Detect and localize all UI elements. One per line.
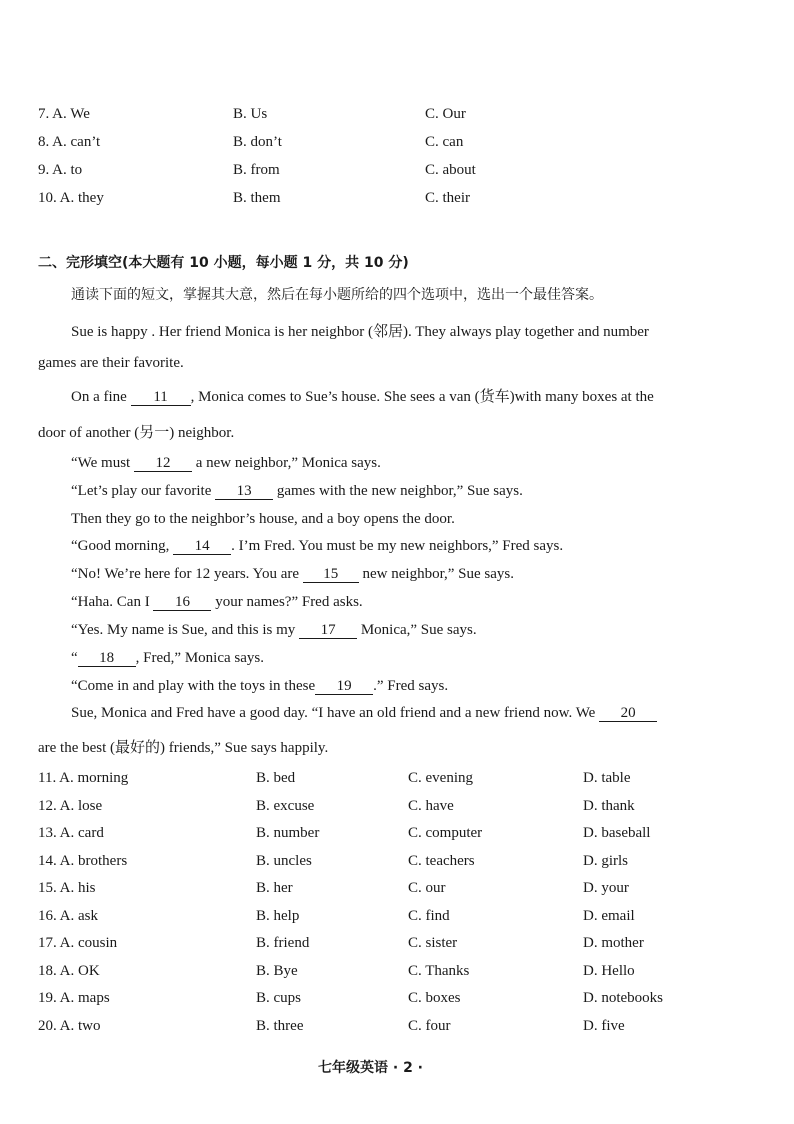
option-a: 16. A. ask <box>38 908 98 924</box>
text: “We must <box>71 455 134 471</box>
blank-14: 14 <box>173 539 231 555</box>
option-c: C. computer <box>408 825 483 841</box>
option-row-13 <box>0 825 794 847</box>
option-a: 12. A. lose <box>38 798 103 814</box>
text: new neighbor,” Sue says. <box>358 566 514 582</box>
blank-17: 17 <box>299 623 357 639</box>
option-b: B. excuse <box>256 798 315 814</box>
option-row-16 <box>0 908 794 930</box>
option-b: B. number <box>256 825 320 841</box>
option-c: C. Thanks <box>408 963 470 979</box>
passage-line <box>71 385 654 406</box>
option-b: B. Bye <box>256 963 298 979</box>
option-c: C. can <box>425 134 464 150</box>
page-footer: 七年级英语 · 2 · <box>318 1060 423 1076</box>
text: “Come in and play with the toys in these <box>71 678 316 694</box>
option-row-17 <box>0 935 794 957</box>
blank-13: 13 <box>215 484 273 500</box>
option-a: 11. A. morning <box>38 770 129 786</box>
passage-line <box>71 455 381 472</box>
option-b: B. Us <box>233 106 268 122</box>
option-c: C. find <box>408 908 450 924</box>
option-c: C. about <box>425 162 476 178</box>
option-a: 8. A. can’t <box>38 134 101 150</box>
option-row-11 <box>0 770 794 792</box>
passage-line <box>71 622 477 639</box>
passage-line: Sue is happy . Her friend Monica is her neighbor (邻居). They always play together and number <box>71 324 649 340</box>
option-d: D. mother <box>583 935 644 951</box>
text: , Fred,” Monica says. <box>135 650 264 666</box>
option-d: D. girls <box>583 853 628 869</box>
option-d: D. thank <box>583 798 635 814</box>
blank-11: 11 <box>131 390 191 406</box>
option-c: C. boxes <box>408 990 461 1006</box>
passage-line <box>71 594 363 611</box>
blank-18: 18 <box>78 651 136 667</box>
passage-line <box>71 678 448 695</box>
option-b: B. bed <box>256 770 296 786</box>
option-b: B. her <box>256 880 293 896</box>
option-a: 18. A. OK <box>38 963 100 979</box>
section-title: 二、完形填空(本大题有 10 小题，每小题 1 分，共 10 分) <box>38 255 409 271</box>
option-d: D. email <box>583 908 635 924</box>
text: On a fine <box>71 389 131 405</box>
option-row-12 <box>0 798 794 820</box>
option-row-7 <box>0 106 794 128</box>
option-row-10 <box>0 190 794 212</box>
option-d: D. your <box>583 880 629 896</box>
option-a: 19. A. maps <box>38 990 110 1006</box>
option-c: C. sister <box>408 935 458 951</box>
option-b: B. don’t <box>233 134 282 150</box>
text: Monica,” Sue says. <box>357 622 477 638</box>
text: “Yes. My name is Sue, and this is my <box>71 622 300 638</box>
option-d: D. baseball <box>583 825 651 841</box>
blank-12: 12 <box>134 456 192 472</box>
option-c: C. have <box>408 798 454 814</box>
option-b: B. uncles <box>256 853 312 869</box>
blank-15: 15 <box>303 567 359 583</box>
option-row-20 <box>0 1018 794 1040</box>
option-b: B. from <box>233 162 280 178</box>
passage-line: games are their favorite. <box>38 355 184 371</box>
text: “No! We’re here for 12 years. You are <box>71 566 303 582</box>
passage-line: door of another (另一) neighbor. <box>38 425 235 441</box>
text: .” Fred says. <box>373 678 449 694</box>
option-d: D. five <box>583 1018 625 1034</box>
option-d: D. notebooks <box>583 990 663 1006</box>
option-row-15 <box>0 880 794 902</box>
passage-line <box>71 705 657 722</box>
option-b: B. help <box>256 908 300 924</box>
option-a: 15. A. his <box>38 880 96 896</box>
option-c: C. four <box>408 1018 451 1034</box>
passage-line <box>71 566 514 583</box>
option-row-18 <box>0 963 794 985</box>
option-a: 13. A. card <box>38 825 104 841</box>
text: “ <box>71 650 78 666</box>
passage-line: are the best (最好的) friends,” Sue says happily. <box>38 740 329 756</box>
option-row-14 <box>0 853 794 875</box>
text: “Let’s play our favorite <box>71 483 216 499</box>
option-d: D. Hello <box>583 963 635 979</box>
text: , Monica comes to Sue’s house. She sees a van (货车)with many boxes at the <box>190 389 654 405</box>
text: Sue, Monica and Fred have a good day. “I have an old friend and a new friend now. We <box>71 705 600 721</box>
option-c: C. their <box>425 190 470 206</box>
passage-line <box>71 538 563 555</box>
option-c: C. Our <box>425 106 466 122</box>
text: “Haha. Can I <box>71 594 154 610</box>
passage-line: Then they go to the neighbor’s house, and a boy opens the door. <box>71 511 455 527</box>
option-b: B. three <box>256 1018 304 1034</box>
option-a: 14. A. brothers <box>38 853 128 869</box>
text: . I’m Fred. You must be my new neighbors,” Fred says. <box>231 538 564 554</box>
option-a: 17. A. cousin <box>38 935 118 951</box>
option-row-9 <box>0 162 794 184</box>
option-a: 20. A. two <box>38 1018 101 1034</box>
blank-20: 20 <box>599 706 657 722</box>
option-c: C. our <box>408 880 446 896</box>
section-instruction: 通读下面的短文，掌握其大意，然后在每小题所给的四个选项中，选出一个最佳答案。 <box>71 287 603 303</box>
text: a new neighbor,” Monica says. <box>191 455 381 471</box>
option-d: D. table <box>583 770 631 786</box>
passage-line <box>71 650 264 667</box>
option-a: 10. A. they <box>38 190 104 206</box>
option-b: B. them <box>233 190 281 206</box>
blank-16: 16 <box>153 595 211 611</box>
text: your names?” Fred asks. <box>211 594 363 610</box>
blank-19: 19 <box>315 679 373 695</box>
option-c: C. evening <box>408 770 473 786</box>
option-row-19 <box>0 990 794 1012</box>
passage-line <box>71 483 523 500</box>
option-row-8 <box>0 134 794 156</box>
text: “Good morning, <box>71 538 174 554</box>
option-b: B. cups <box>256 990 301 1006</box>
option-b: B. friend <box>256 935 310 951</box>
option-a: 9. A. to <box>38 162 83 178</box>
option-c: C. teachers <box>408 853 475 869</box>
text: games with the new neighbor,” Sue says. <box>273 483 523 499</box>
option-a: 7. A. We <box>38 106 90 122</box>
